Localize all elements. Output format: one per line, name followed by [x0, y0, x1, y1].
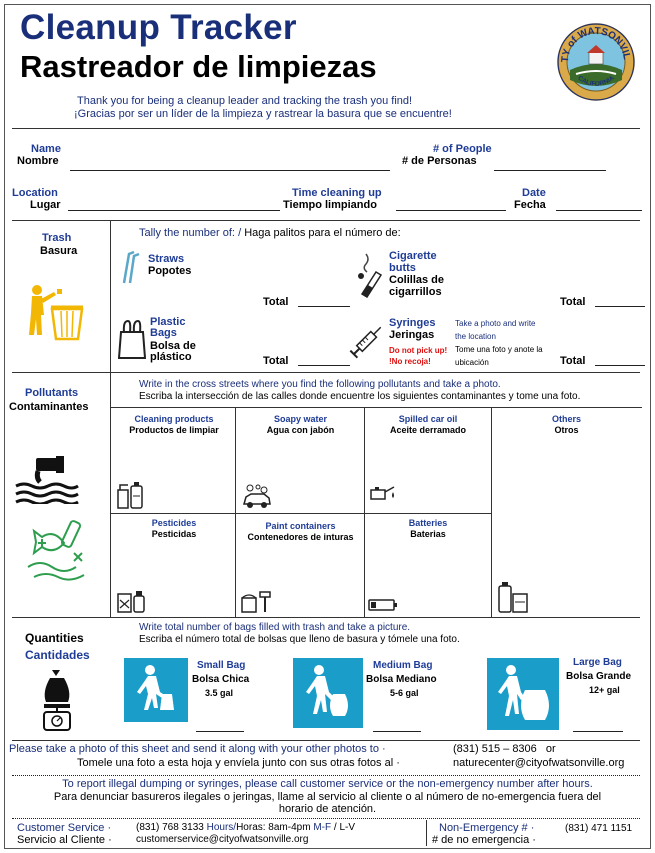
cell-soapy-water[interactable]: Soapy water Agua con jabón: [266, 414, 335, 435]
header-divider: [12, 128, 640, 129]
small-bag-label-es: Bolsa Chica: [192, 674, 250, 685]
footer-vertical-divider: [426, 820, 427, 846]
large-bag-label-es: Bolsa Grande: [566, 671, 632, 682]
report-instructions-es-1: Para denunciar basureros ilegales o jeringas, llame al servicio al cliente o al número de no-emergencia fuera del: [53, 791, 602, 803]
time-label-es: Tiempo limpiando: [283, 199, 377, 211]
straws-label-es: Popotes: [148, 265, 192, 277]
report-instructions-en: To report illegal dumping or syringes, please call customer service or the non-emergency number after hours.: [62, 778, 593, 790]
cell-spilled-car-oil[interactable]: Spilled car oil Aceite derramado: [389, 414, 467, 435]
cell-cleaning-products[interactable]: Cleaning products Productos de limpiar: [129, 414, 219, 435]
cleaning-products-icon: [116, 480, 146, 515]
pollution-waste-icon: [24, 517, 94, 588]
thanks-en: Thank you for being a cleanup leader and tracking the trash you find!: [77, 95, 413, 107]
name-label-en: Name: [31, 143, 61, 155]
city-seal-graphic: [556, 22, 636, 102]
pipe-discharge-icon: [14, 456, 80, 509]
cell-paint-containers[interactable]: Paint containers Contenedores de inturas: [247, 521, 354, 542]
bags-label-es: Bolsa de plástico: [150, 340, 196, 363]
people-field[interactable]: [494, 170, 606, 171]
pollutants-instructions-en: Write in the cross streets where you find the following pollutants and take a photo.: [139, 379, 501, 390]
large-bag-count-field[interactable]: [573, 731, 623, 732]
cig-label-es: Colillas de cigarrillos: [389, 274, 445, 298]
litter-bin-icon: [24, 283, 86, 350]
cig-total-field[interactable]: [595, 306, 645, 307]
date-label-en: Date: [522, 187, 546, 199]
trash-label-en: Trash: [42, 232, 72, 244]
others-containers-icon: [497, 580, 531, 619]
quantities-instructions-es: Escriba el número total de bolsas que lleno de basura y tómele una foto.: [139, 634, 460, 645]
bags-label-en: Plastic Bags: [150, 316, 186, 339]
customer-service-hours: (831) 768 3133 Hours/Horas: 8am-4pm M-F / L-V: [136, 822, 356, 833]
soapy-car-icon: [242, 484, 272, 515]
cig-label-en: Cigarette butts: [389, 250, 437, 274]
small-bag-icon: [124, 658, 188, 722]
plastic-bag-icon: [118, 318, 146, 365]
medium-bag-label-en: Medium Bag: [373, 660, 433, 671]
cig-total-label: Total: [560, 296, 586, 308]
city-seal: [556, 22, 636, 102]
small-bag-count-field[interactable]: [196, 731, 244, 732]
syringes-note-es: Tome una foto y anote la ubicación: [455, 345, 543, 367]
quantities-top-line: [12, 617, 640, 618]
quantities-instructions-en: Write total number of bags filled with trash and take a picture.: [139, 622, 411, 633]
name-label-es: Nombre: [17, 155, 59, 167]
thanks-es: ¡Gracias por ser un líder de la limpieza y rastrear la basura que se encuentre!: [74, 108, 452, 120]
customer-service-email[interactable]: customerservice@cityofwatsonville.org: [136, 834, 309, 845]
pollutants-grid-top: [110, 407, 642, 408]
footer-dotted-divider-1: [12, 775, 640, 776]
straws-total-field[interactable]: [298, 306, 350, 307]
photo-email-link[interactable]: naturecenter@cityofwatsonville.org: [453, 757, 625, 769]
large-bag-icon: [487, 658, 559, 730]
grid-col-2: [364, 407, 365, 617]
syringes-total-label: Total: [560, 355, 586, 367]
trash-label-es: Basura: [40, 245, 78, 257]
trash-instructions: Tally the number of: / Haga palitos para el número de:: [139, 227, 401, 239]
grid-col-1: [235, 407, 236, 617]
syringes-total-field[interactable]: [595, 365, 645, 366]
grid-col-3: [491, 407, 492, 617]
title-es: Rastreador de limpiezas: [20, 49, 377, 84]
straws-icon: [120, 250, 142, 289]
location-label-en: Location: [12, 187, 58, 199]
customer-service-label-en: Customer Service ·: [17, 822, 112, 834]
photo-phone[interactable]: (831) 515 – 8306 or: [453, 743, 556, 755]
syringes-label-es: Jeringas: [389, 329, 435, 341]
bags-total-field[interactable]: [298, 365, 350, 366]
pollutants-label-es: Contaminantes: [9, 401, 89, 413]
cell-others[interactable]: Others Otros: [551, 414, 581, 435]
location-label-es: Lugar: [30, 199, 61, 211]
time-field[interactable]: [396, 210, 506, 211]
non-emergency-label-en: Non-Emergency # ·: [439, 822, 535, 834]
photo-instructions-es: Tomele una foto a esta hoja y envíela junto con sus otras fotos al ·: [77, 757, 400, 769]
small-bag-size: 3.5 gal: [205, 688, 234, 698]
straws-label-en: Straws: [148, 253, 185, 265]
left-column-divider: [110, 220, 111, 617]
paint-can-icon: [240, 588, 272, 619]
pollutants-instructions-es: Escriba la intersección de las calles donde encuentre los siguientes contaminantes y tome una foto.: [139, 391, 581, 402]
syringes-note-en: Take a photo and write the location: [455, 319, 536, 341]
non-emergency-phone[interactable]: (831) 471 1151: [565, 823, 633, 834]
location-field[interactable]: [68, 210, 280, 211]
weighed-bag-icon: [40, 668, 74, 737]
trash-top-line: [12, 220, 640, 221]
cell-batteries[interactable]: Batteries Baterias: [408, 518, 448, 539]
people-label-en: # of People: [433, 143, 492, 155]
svg-text:CALIFORNIA: CALIFORNIA: [576, 74, 616, 88]
syringes-warning: Do not pick up! !No recoja!: [389, 346, 448, 366]
photo-instructions-en: Please take a photo of this sheet and send it along with your other photos to ·: [9, 743, 386, 755]
customer-service-phone[interactable]: (831) 768 3133: [136, 822, 204, 833]
time-label-en: Time cleaning up: [292, 187, 382, 199]
title-en: Cleanup Tracker: [20, 8, 297, 47]
medium-bag-label-es: Bolsa Mediano: [366, 674, 437, 685]
straws-total-label: Total: [263, 296, 289, 308]
cell-pesticides[interactable]: Pesticides Pesticidas: [151, 518, 197, 539]
quantities-label-en: Quantities: [25, 631, 84, 645]
footer-dotted-divider-2: [12, 818, 640, 819]
large-bag-label-en: Large Bag: [573, 657, 622, 668]
grid-mid-row: [110, 513, 491, 514]
cigarette-icon: [356, 250, 384, 303]
date-label-es: Fecha: [514, 199, 546, 211]
medium-bag-count-field[interactable]: [373, 731, 421, 732]
svg-text:CITY of WATSONVILLE: TY of WATSONVIL: [559, 25, 632, 63]
battery-icon: [368, 598, 398, 617]
report-instructions-es-2: horario de atención.: [278, 803, 377, 815]
medium-bag-size: 5-6 gal: [390, 688, 419, 698]
people-label-es: # de Personas: [402, 155, 477, 167]
date-field[interactable]: [556, 210, 642, 211]
small-bag-label-en: Small Bag: [197, 660, 246, 671]
large-bag-size: 12+ gal: [589, 685, 620, 695]
bags-total-label: Total: [263, 355, 289, 367]
customer-service-label-es: Servicio al Cliente ·: [17, 834, 112, 846]
syringe-icon: [346, 318, 390, 367]
footer-top-line: [12, 740, 640, 741]
medium-bag-icon: [293, 658, 363, 728]
pesticides-icon: [116, 588, 146, 619]
non-emergency-label-es: # de no emergencia ·: [432, 834, 536, 846]
quantities-label-es: Cantidades: [25, 648, 90, 662]
pollutants-label-en: Pollutants: [25, 387, 79, 399]
oil-can-icon: [368, 482, 398, 511]
pollutants-top-line: [12, 372, 640, 373]
syringes-label-en: Syringes: [389, 317, 436, 329]
name-field[interactable]: [70, 170, 390, 171]
